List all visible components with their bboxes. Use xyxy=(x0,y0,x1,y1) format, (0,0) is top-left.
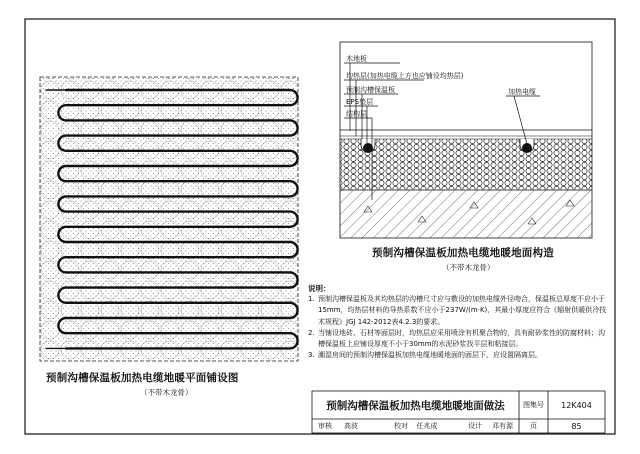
label-wood-floor: 木地板 xyxy=(346,55,367,63)
designer-name: 邓有源 xyxy=(492,422,513,430)
heating-cable-dot xyxy=(363,143,373,153)
atlas-label: 图集号 xyxy=(523,401,544,409)
plan-view xyxy=(40,77,298,361)
label-heating-cable: 加热电缆 xyxy=(508,88,536,96)
structure-slab xyxy=(340,190,592,238)
design-label: 设计 xyxy=(468,422,482,430)
heating-cable-dot xyxy=(522,143,532,153)
checker-name: 任兆成 xyxy=(416,422,438,430)
check-label: 校对 xyxy=(394,422,408,430)
page-label: 页 xyxy=(530,422,537,430)
section-title: 预制沟槽保温板加热电缆地暖地面构造 xyxy=(372,247,554,259)
notes-block xyxy=(308,283,608,361)
label-heat-layer: 均热层(加热电缆上方也应铺设均热层) xyxy=(346,72,464,80)
plan-title: 预制沟槽保温板加热电缆地暖平面铺设图 xyxy=(46,372,239,384)
drawing-title: 预制沟槽保温板加热电缆地暖地面做法 xyxy=(326,399,505,412)
review-label: 审核 xyxy=(318,422,332,430)
label-eps-layer: EPS垫层 xyxy=(346,98,374,106)
section-subtitle: （不带木龙骨） xyxy=(442,263,495,272)
page-number: 85 xyxy=(571,421,582,431)
note-item: 1. 预制沟槽保温板及其均热层的沟槽尺寸应与敷设的加热电缆外径吻合，保温板总厚度不应小于15mm，均热层材料的导热系数不应小于237W/(m·K)，其最小厚度应符合《辐射供暖供冷技术规程》JGJ 142-2012表4.2.3的要求。 xyxy=(308,295,607,326)
eps-insulation xyxy=(340,139,592,190)
atlas-number: 12K404 xyxy=(561,400,592,410)
notes-heading: 说明： xyxy=(308,284,331,293)
title-block xyxy=(312,391,605,433)
reviewer-name: 高波 xyxy=(344,422,358,430)
label-groove-board: 预制沟槽保温板 xyxy=(346,86,395,94)
label-structure: 结构层 xyxy=(346,110,367,118)
plan-subtitle: （不带木龙骨） xyxy=(140,388,193,397)
note-item: 2. 当铺设地砖、石材等面层时，均热层应采用喷涂有机聚合物的，具有耐砂浆性的防腐材料；沟槽保温板上应铺设厚度不小于30mm的水泥砂浆找平层和粘接层。 xyxy=(308,328,605,349)
note-item: 3. 潮湿房间的预制沟槽保温板加热电缆地暖地面的面层下，应设置隔离层。 xyxy=(308,351,542,360)
